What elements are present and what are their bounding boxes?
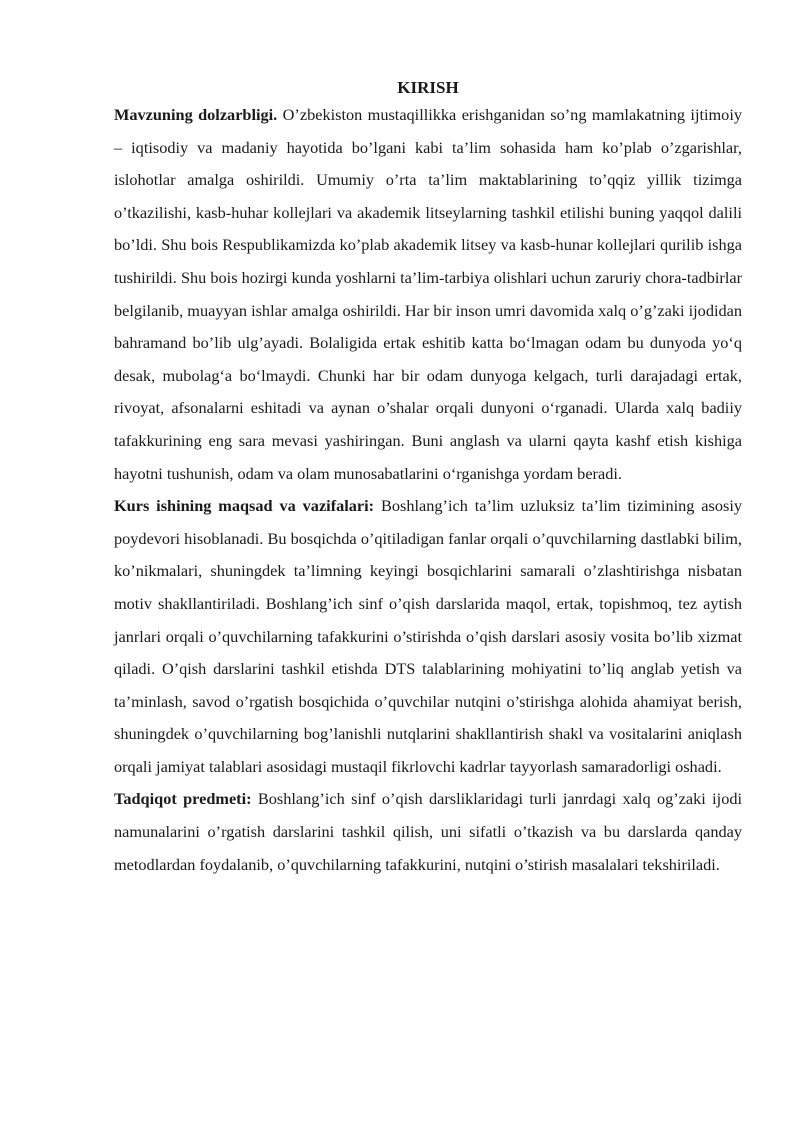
section-goals-lead: Kurs ishining maqsad va vazifalari: [114, 496, 375, 516]
section-subject [114, 783, 742, 881]
document-heading: KIRISH [397, 78, 459, 97]
section-relevance-lead: Mavzuning dolzarbligi. [114, 105, 278, 124]
section-subject-text: Boshlang’ich sinf o’qish darsliklaridagi turli janrdagi xalq og’zaki ijodi namunalarini o’rgatish darslarini tashkil qilish, uni sifatli o’tkazish va bu darslarda qanday metodlardan foydalanib, o’quvchilarning tafakkurini, nutqini o’stirish masalalari tekshiriladi. [114, 789, 742, 874]
document-page [114, 78, 742, 881]
section-relevance-text: O’zbekiston mustaqillikka erishganidan so’ng mamlakatning ijtimoiy – iqtisodiy va madaniy hayotida bo’lgani kabi ta’lim sohasida ham ko’plab o’zgarishlar, islohotlar amalga oshirildi. Umumiy o’rta ta’lim maktablarining to’qqiz yillik tizimga o’tkazilishi, kasb-huhar kollejlari va akademik litseylarning tashkil etilishi buning yaqqol dalili bo’ldi. Shu bois Respublikamizda ko’plab akademik litsey va kasb-hunar kollejlari qurilib ishga tushirildi. Shu bois hozirgi kunda yoshlarni ta’lim-tarbiya olishlari uchun zaruriy chora-tadbirlar belgilanib, muayyan ishlar amalga oshirildi. Har bir inson umri davomida xalq o’g’zaki ijodidan bahramand bo’lib ulg’ayadi. Bolaligida ertak eshitib katta bo‘lmagan odam bu dunyoda yo‘q desak, mubolag‘a bo‘lmaydi. Chunki har bir odam dunyoga kelgach, turli darajadagi ertak, rivoyat, afsonalarni eshitadi va aynan o’shalar orqali dunyoni o‘rganadi. Ularda xalq badiiy tafakkurining eng sara mevasi yashiringan. Buni anglash va ularni qayta kashf etish kishiga hayotni tushunish, odam va olam munosabatlarini o‘rganishga yordam beradi. [114, 105, 742, 483]
section-subject-lead: Tadqiqot predmeti: [114, 789, 252, 809]
section-goals-text: Boshlang’ich ta’lim uzluksiz ta’lim tizimining asosiy poydevori hisoblanadi. Bu bosqichda o’qitiladigan fanlar orqali o’quvchilarning dastlabki bilim, ko’nikmalari, shuningdek ta’limning keyingi bosqichlarini samarali o’zlashtirishga nisbatan motiv shakllantiriladi. Boshlang’ich sinf o’qish darslarida maqol, ertak, topishmoq, tez aytish janrlari orqali o’quvchilarning tafakkurini o’stirishda o’qish darslari asosiy vosita bo’lib xizmat qiladi. O’qish darslarini tashkil etishda DTS talablarining mohiyatini to’liq anglab yetish va ta’minlash, savod o’rgatish bosqichida o’quvchilar nutqini o’stirishga alohida ahamiyat berish, shuningdek o’quvchilarning bog’lanishli nutqlarini shakllantirish shakl va vositalarini aniqlash orqali jamiyat talablari asosidagi mustaqil fikrlovchi kadrlar tayyorlash samaradorligi oshadi. [114, 496, 742, 776]
section-relevance [114, 99, 742, 490]
section-goals [114, 490, 742, 783]
